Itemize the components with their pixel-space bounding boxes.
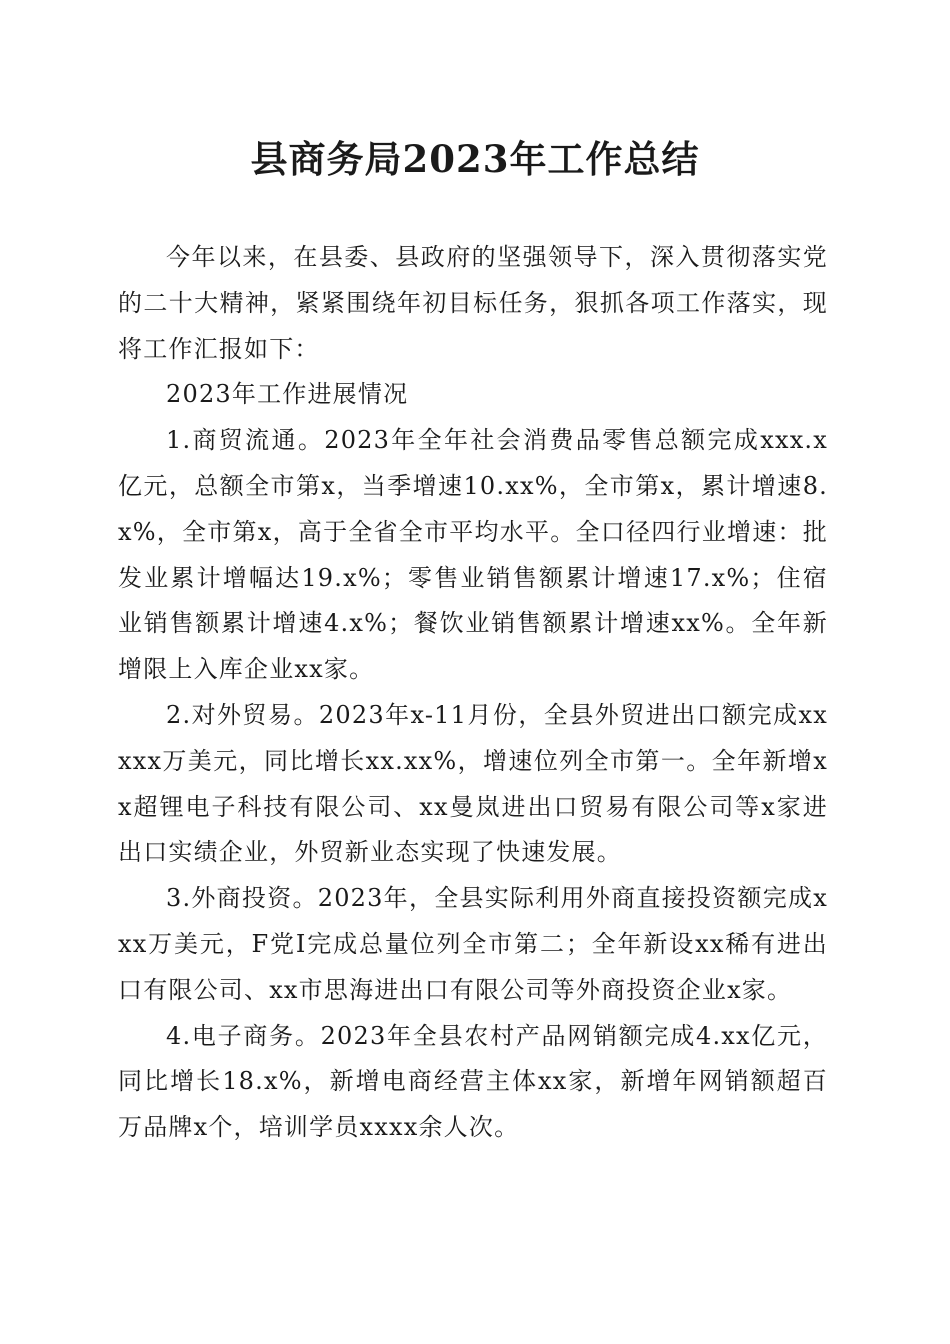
document-title: 县商务局2023年工作总结 (250, 137, 700, 181)
section-heading: 2023年工作进展情况 (166, 380, 409, 409)
intro-paragraph: 今年以来，在县委、县政府的坚强领导下，深入贯彻落实党的二十大精神，紧紧围绕年初目标任务，狠抓各项工作落实，现将工作汇报如下： (118, 243, 828, 363)
document-body (118, 235, 828, 1151)
paragraph-foreign-trade: 2.对外贸易。2023年x-11月份，全县外贸进出口额完成xxxxx万美元，同比增长xx.xx%，增速位列全市第一。全年新增xx超锂电子科技有限公司、xx曼岚进出口贸易有限公司等x家进出口实绩企业，外贸新业态实现了快速发展。 (118, 700, 828, 867)
paragraph-foreign-investment: 3.外商投资。2023年，全县实际利用外商直接投资额完成xxx万美元，F党I完成总量位列全市第二；全年新设xx稀有进出口有限公司、xx市思海进出口有限公司等外商投资企业x家。 (118, 884, 828, 1004)
paragraph-e-commerce: 4.电子商务。2023年全县农村产品网销额完成4.xx亿元，同比增长18.x%，新增电商经营主体xx家，新增年网销额超百万品牌x个，培训学员xxxx余人次。 (118, 1021, 828, 1142)
paragraph-commerce: 1.商贸流通。2023年全年社会消费品零售总额完成xxx.x亿元，总额全市第x，当季增速10.xx%，全市第x，累计增速8.x%，全市第x，高于全省全市平均水平。全口径四行业增速：批发业累计增幅达19.x%；零售业销售额累计增速17.x%；住宿业销售额累计增速4.x%；餐饮业销售额累计增速xx%。全年新增限上入库企业xx家。 (118, 426, 828, 684)
